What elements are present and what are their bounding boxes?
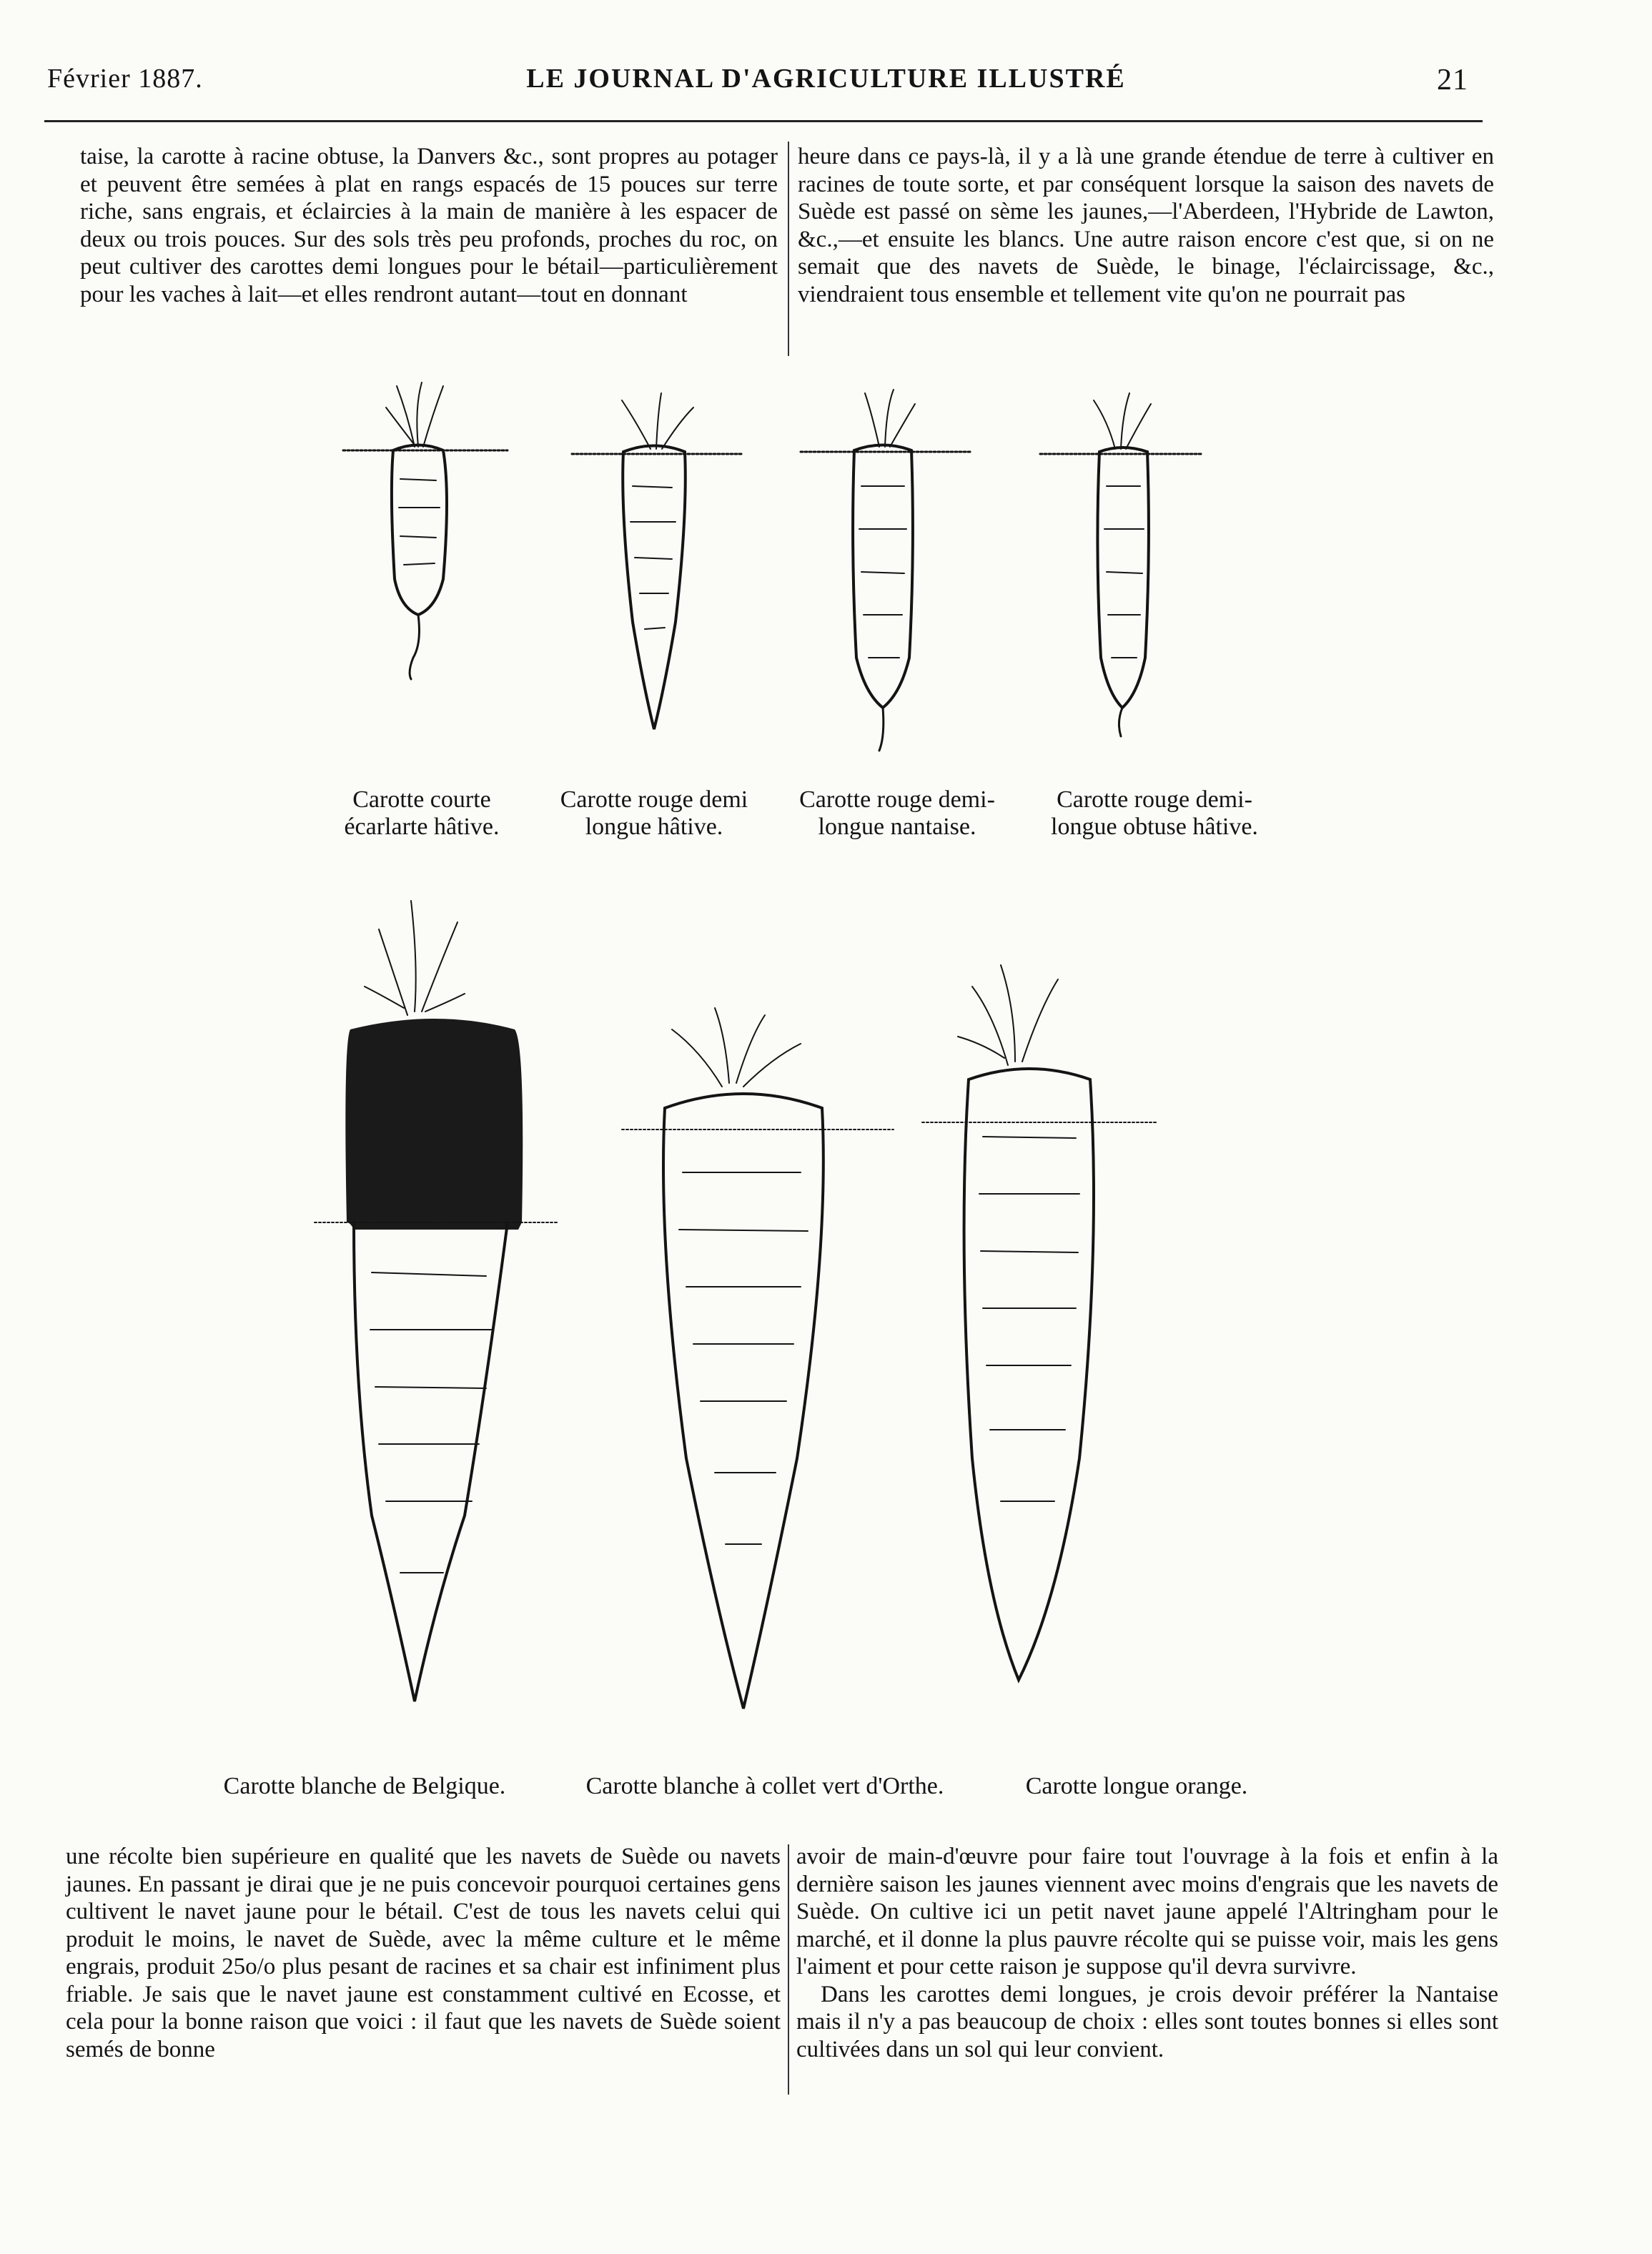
header-rule: [44, 120, 1483, 122]
caption-carotte-blanche-belgique: Carotte blanche de Belgique.: [223, 1773, 506, 1799]
carrot-rouge-demi-longue-nantaise-illustration: [801, 390, 972, 751]
caption-carotte-rouge-demi-longue-hative: [536, 786, 772, 841]
column-divider-bottom: [788, 1844, 789, 2095]
carrot-rouge-demi-longue-hative-illustration: [572, 393, 743, 729]
caption-line: écarlarte hâtive.: [344, 814, 500, 840]
top-column-left: [80, 143, 778, 308]
top-column-right: [798, 143, 1494, 308]
carrot-illustrations-row1: [329, 372, 1280, 772]
carrot-blanche-collet-vert-orthe-illustration: [622, 1008, 894, 1709]
caption-carotte-blanche-collet-vert: Carotte blanche à collet vert d'Orthe.: [585, 1773, 944, 1799]
journal-title: LE JOURNAL D'AGRICULTURE ILLUSTRÉ: [526, 64, 1126, 94]
caption-line: Carotte rouge demi: [560, 786, 748, 813]
bottom-column-left: [66, 1843, 781, 2063]
caption-carotte-courte: [307, 786, 536, 841]
paragraph: heure dans ce pays-là, il y a là une grande étendue de terre à cultiver en racines de toute sorte, et par conséquent lorsque la saison des navets de Suède est passé on sème les jaunes,—l'Aberdeen, l'Hybride de Lawton, &c.,—et ensuite les blancs. Une autre raison encore c'est que, si on ne semait que des navets de Suède, le binage, l'éclaircissage, &c., viendraient tous ensemble et tellement vite qu'on ne pourrait pas: [798, 144, 1494, 307]
carrot-courte-ecarlate-illustration: [343, 382, 508, 679]
carrot-blanche-de-belgique-illustration: [315, 901, 558, 1701]
carrot-rouge-demi-longue-obtuse-hative-illustration: [1040, 393, 1201, 736]
header-date: Février 1887.: [47, 64, 203, 94]
paragraph: Dans les carottes demi longues, je crois devoir préférer la Nantaise mais il n'y a pas beaucoup de choix : elles sont toutes bonnes si elles sont cultivées dans un sol qui leur convient.: [796, 1981, 1498, 2062]
caption-line: longue nantaise.: [818, 814, 976, 840]
column-divider-top: [788, 142, 789, 356]
paragraph: une récolte bien supérieure en qualité que les navets de Suède ou navets jaunes. En passant je dirai que je ne puis concevoir pourquoi certaines gens cultivent le navet jaune pour le bétail. C'est de tous les navets celui qui produit le moins, le navet de Suède, avec la même culture et le même engrais, produit 25o/o plus pesant de racines et sa chair est infiniment plus friable. Je sais que le navet jaune est constamment cultivé en Ecosse, et cela pour la bonne raison que voici : il faut que les navets de Suède soient semés de bonne: [66, 1844, 781, 2062]
caption-carotte-rouge-demi-longue-obtuse: [1022, 786, 1287, 841]
carrot-illustrations-row2: [286, 886, 1287, 1759]
caption-line: longue hâtive.: [585, 814, 723, 840]
caption-line: Carotte courte: [352, 786, 491, 813]
bottom-column-right: [796, 1843, 1498, 2063]
caption-line: Carotte rouge demi-: [799, 786, 995, 813]
carrot-longue-orange-illustration: [922, 965, 1158, 1680]
caption-line: Carotte rouge demi-: [1057, 786, 1252, 813]
caption-carotte-longue-orange: Carotte longue orange.: [1025, 1773, 1248, 1799]
caption-line: longue obtuse hâtive.: [1051, 814, 1258, 840]
caption-carotte-rouge-demi-longue-nantaise: [779, 786, 1015, 841]
paragraph: taise, la carotte à racine obtuse, la Danvers &c., sont propres au potager et peuvent être semées à plat en rangs espacés de 15 pouces sur terre riche, sans engrais, et éclaircies à la main de manière à les espacer de deux ou trois pouces. Sur des sols très peu profonds, proches du roc, on peut cultiver des carottes demi longues pour le bétail—particulièrement pour les vaches à lait—et elles rendront autant—tout en donnant: [80, 144, 778, 307]
paragraph: avoir de main-d'œuvre pour faire tout l'ouvrage à la fois et enfin à la dernière saison les jaunes viennent avec moins d'engrais que les navets de Suède. On cultive ici un petit navet jaune appelé l'Altringham pour le marché, et il donne la plus pauvre récolte qui se puisse voir, mais les gens l'aiment et pour cette raison je suppose qu'il devra survivre.: [796, 1844, 1498, 1979]
page-number: 21: [1437, 64, 1468, 97]
